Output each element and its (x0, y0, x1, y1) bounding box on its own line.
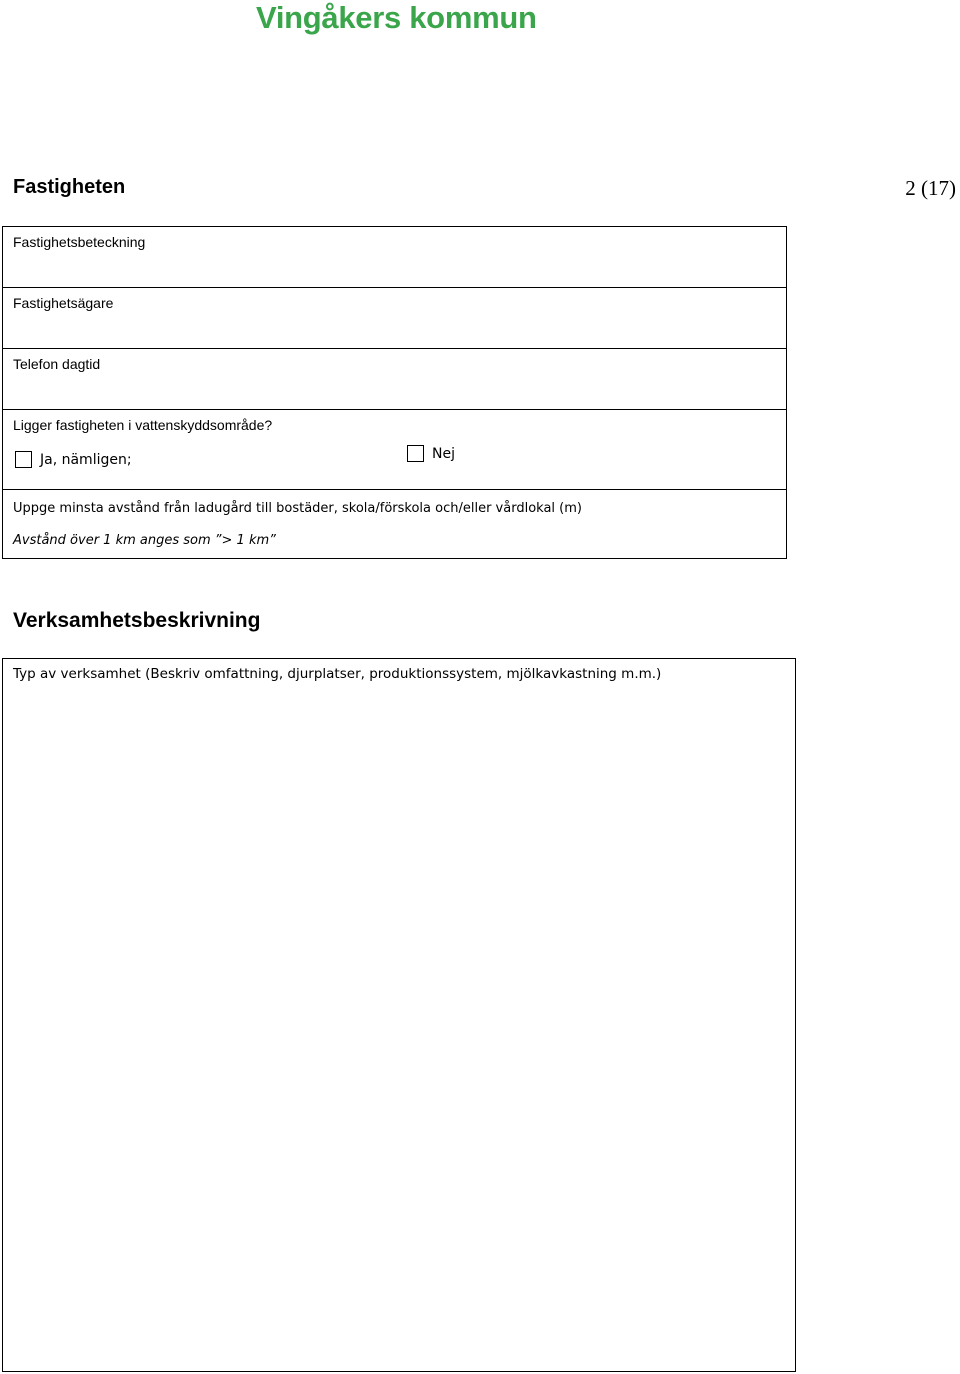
vattenskydd-question: Ligger fastigheten i vattenskyddsområde? (13, 417, 273, 433)
fastighetsagare-label: Fastighetsägare (13, 295, 114, 311)
logo-vingakers-kommun: Vingåkers kommun (256, 0, 537, 35)
field-typ-av-verksamhet[interactable] (2, 658, 796, 1372)
typ-av-verksamhet-label: Typ av verksamhet (Beskriv omfattning, djurplatser, produktionssystem, mjölkavkastning m.m.) (13, 666, 662, 682)
fastighet-table (2, 226, 787, 559)
field-minsta-avstand[interactable] (3, 490, 786, 558)
ja-label: Ja, nämligen; (40, 451, 132, 468)
fastighetsbeteckning-label: Fastighetsbeteckning (13, 234, 146, 250)
ja-checkbox[interactable] (15, 451, 32, 468)
field-vattenskyddsomrade (3, 410, 786, 490)
section-title-verksamhetsbeskrivning: Verksamhetsbeskrivning (13, 609, 261, 632)
field-telefon-dagtid[interactable] (3, 349, 786, 410)
avstand-label: Uppge minsta avstånd från ladugård till bostäder, skola/förskola och/eller vårdlokal (m) (13, 501, 582, 516)
field-fastighetsagare[interactable] (3, 288, 786, 349)
option-nej[interactable] (407, 445, 455, 462)
page-number: 2 (17) (905, 176, 956, 200)
avstand-note: Avstånd över 1 km anges som ”> 1 km” (13, 533, 276, 548)
telefon-dagtid-label: Telefon dagtid (13, 356, 101, 372)
nej-label: Nej (432, 445, 455, 462)
nej-checkbox[interactable] (407, 445, 424, 462)
option-ja[interactable] (15, 451, 132, 468)
field-fastighetsbeteckning[interactable] (3, 227, 786, 288)
section-title-fastigheten: Fastigheten (13, 176, 126, 198)
